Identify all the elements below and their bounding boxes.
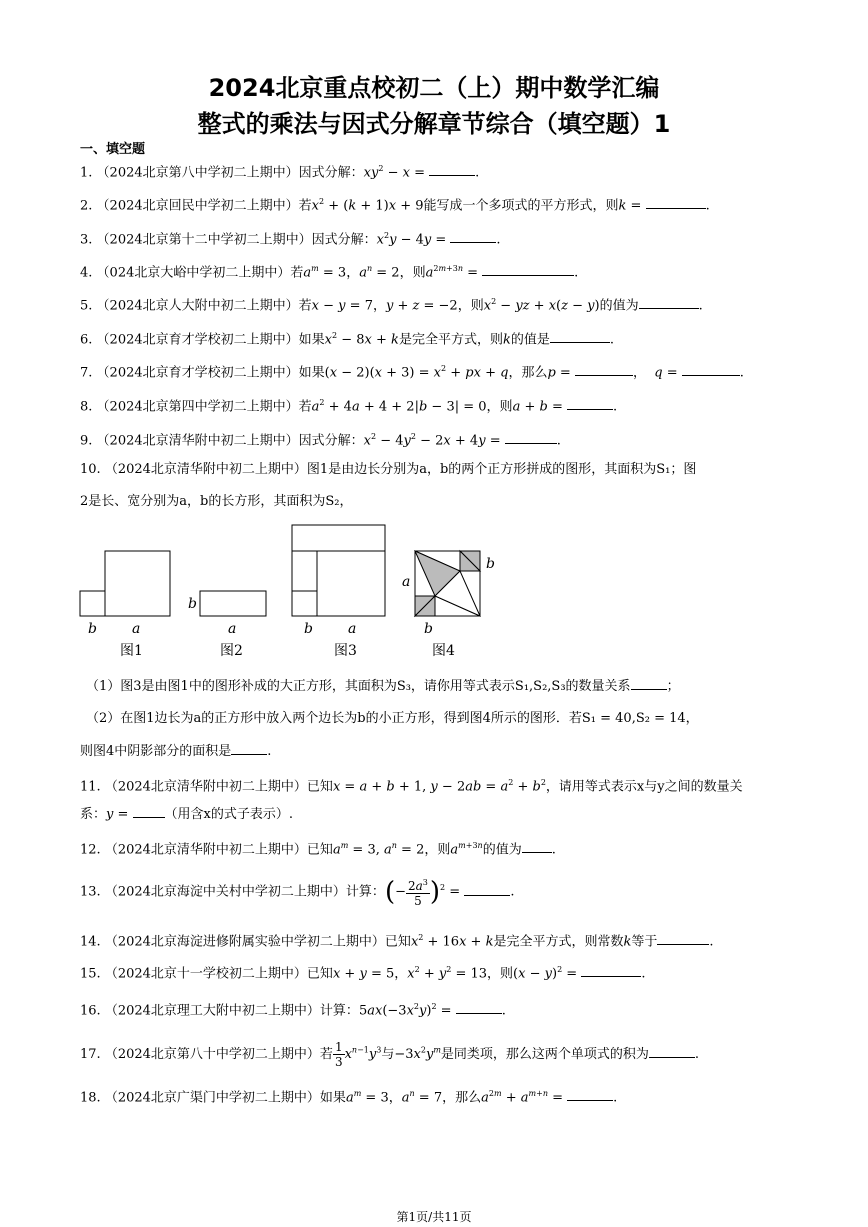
question-10-part2: （2）在图1边长为a的正方形中放入两个边长为b的小正方形，得到图4所示的图形．若S₁ = 40,S₂ = 14， bbox=[86, 711, 699, 726]
answer-blank bbox=[429, 163, 475, 176]
question-14: 14. （2024北京海淀进修附属实验中学初二上期中）已知$x^2 + 16x + k$是完全平方式，则常数k等于 . bbox=[80, 933, 714, 950]
answer-blank bbox=[567, 397, 613, 410]
fig4-label-b2: b bbox=[424, 621, 433, 637]
answer-blank bbox=[657, 932, 709, 945]
question-16: 16. （2024北京理工大附中初二上期中）计算：$5ax(-3x^2y)^2$ = . bbox=[80, 1002, 506, 1019]
fig2-label-b: b bbox=[188, 596, 197, 612]
question-10-cont: 2是长、宽分别为a，b的长方形，其面积为S₂， bbox=[80, 494, 353, 509]
question-9: 9. （2024北京清华附中初二上期中）因式分解：$x^2 - 4y^2 - 2x + 4y$ = . bbox=[80, 432, 561, 449]
answer-blank bbox=[581, 964, 641, 977]
question-2: 2. （2024北京回民中学初二上期中）若$x^2 + (k + 1)x + 9$能写成一个多项式的平方形式，则k = . bbox=[80, 197, 710, 214]
fig4-caption: 图4 bbox=[432, 643, 455, 659]
answer-blank bbox=[464, 883, 510, 896]
question-12: 12. （2024北京清华附中初二上期中）已知$a^m = 3$, $a^n = 2$，则$a^{m+3n}$的值为 . bbox=[80, 841, 556, 858]
fig1-label-b: b bbox=[88, 621, 97, 637]
fig3-label-a: a bbox=[348, 621, 357, 637]
question-1: 1. （2024北京第八中学初二上期中）因式分解：$xy^2 - x$ = . bbox=[80, 164, 480, 181]
answer-blank bbox=[482, 263, 574, 276]
fig3-label-b: b bbox=[304, 621, 313, 637]
fig4-shading bbox=[415, 551, 480, 616]
fig3-small-square bbox=[292, 591, 317, 616]
page-footer: 第1页/共11页 bbox=[396, 1210, 472, 1224]
answer-blank bbox=[450, 230, 496, 243]
answer-blank bbox=[522, 840, 552, 853]
fig4-label-b: b bbox=[486, 556, 495, 572]
fig3-large-square bbox=[317, 551, 385, 616]
question-7: 7. （2024北京育才学校初二上期中）如果$(x - 2)(x + 3) = x^2$ + px + q，那么p = ， q = . bbox=[80, 364, 744, 381]
fig1-large-square bbox=[105, 551, 170, 616]
answer-blank bbox=[456, 1001, 502, 1014]
answer-blank bbox=[631, 677, 667, 690]
answer-blank bbox=[646, 196, 706, 209]
answer-blank bbox=[649, 1045, 695, 1058]
answer-blank bbox=[231, 742, 267, 755]
question-10-part2-cont: 则图4中阴影部分的面积是 . bbox=[80, 744, 272, 759]
fig4-label-a: a bbox=[402, 574, 411, 590]
figure-squares bbox=[70, 518, 510, 668]
answer-blank bbox=[567, 1088, 613, 1101]
fig2-caption: 图2 bbox=[220, 643, 243, 659]
question-8: 8. （2024北京第四中学初二上期中）若$a^2 + 4a + 4 + 2|b - 3| = 0$，则a + b = . bbox=[80, 398, 618, 415]
fig1-label-a: a bbox=[132, 621, 141, 637]
fig3-outer-square bbox=[292, 525, 385, 616]
question-10-part1: （1）图3是由图1中的图形补成的大正方形，其面积为S₃，请你用等式表示S₁,S₂,S₃的数量关系 ； bbox=[86, 679, 680, 694]
answer-blank bbox=[682, 363, 740, 376]
page-subtitle: 整式的乘法与因式分解章节综合（填空题）1 bbox=[197, 110, 671, 138]
fig2-rectangle bbox=[200, 591, 266, 616]
fig1-caption: 图1 bbox=[120, 643, 143, 659]
answer-blank bbox=[575, 363, 633, 376]
section-heading: 一、填空题 bbox=[80, 142, 146, 157]
answer-blank bbox=[133, 805, 165, 818]
fig1-small-square bbox=[80, 591, 105, 616]
fig2-label-a: a bbox=[228, 621, 237, 637]
question-15: 15. （2024北京十一学校初二上期中）已知x + y = 5，$x^2 + y^2 = 13$，则$(x - y)^2$ = . bbox=[80, 965, 646, 982]
question-13: 13. （2024北京海淀中关村中学初二上期中）计算：(− $\frac{2a^3}{5}$ )$^2$ = . bbox=[80, 877, 515, 908]
question-11-cont: 系：y = （用含x的式子表示）. bbox=[80, 807, 294, 822]
question-5: 5. （2024北京人大附中初二上期中）若x − y = 7，y + z = −2，则$x^2$ − yz + x(z − y)的值为 . bbox=[80, 297, 703, 314]
page-title: 2024北京重点校初二（上）期中数学汇编 bbox=[208, 74, 660, 102]
answer-blank bbox=[639, 296, 699, 309]
answer-blank bbox=[550, 330, 610, 343]
answer-blank bbox=[505, 431, 557, 444]
question-6: 6. （2024北京育才学校初二上期中）如果$x^2 - 8x + k$是完全平方式，则k的值是 . bbox=[80, 331, 614, 348]
question-18: 18. （2024北京广渠门中学初二上期中）如果$a^m = 3$，$a^n = 7$，那么$a^{2m} + a^{m+n}$ = . bbox=[80, 1089, 618, 1106]
question-4: 4. （024北京大峪中学初二上期中）若$a^m = 3$，$a^n = 2$，则$a^{2m+3n}$ = . bbox=[80, 264, 579, 281]
question-17: 17. （2024北京第八十中学初二上期中）若 $\frac{1}{3}$ $x^{n-1}y^3$与$-3x^2y^m$是同类项，那么这两个单项式的积为 . bbox=[80, 1040, 700, 1069]
fig3-caption: 图3 bbox=[334, 643, 357, 659]
question-3: 3. （2024北京第十二中学初二上期中）因式分解：$x^2y - 4y$ = . bbox=[80, 231, 501, 248]
question-10: 10. （2024北京清华附中初二上期中）图1是由边长分别为a，b的两个正方形拼成的图形，其面积为S₁；图 bbox=[80, 462, 697, 477]
question-11: 11. （2024北京清华附中初二上期中）已知x = a + b + 1, $y - 2ab = a^2 + b^2$，请用等式表示x与y之间的数量关 bbox=[80, 778, 743, 795]
